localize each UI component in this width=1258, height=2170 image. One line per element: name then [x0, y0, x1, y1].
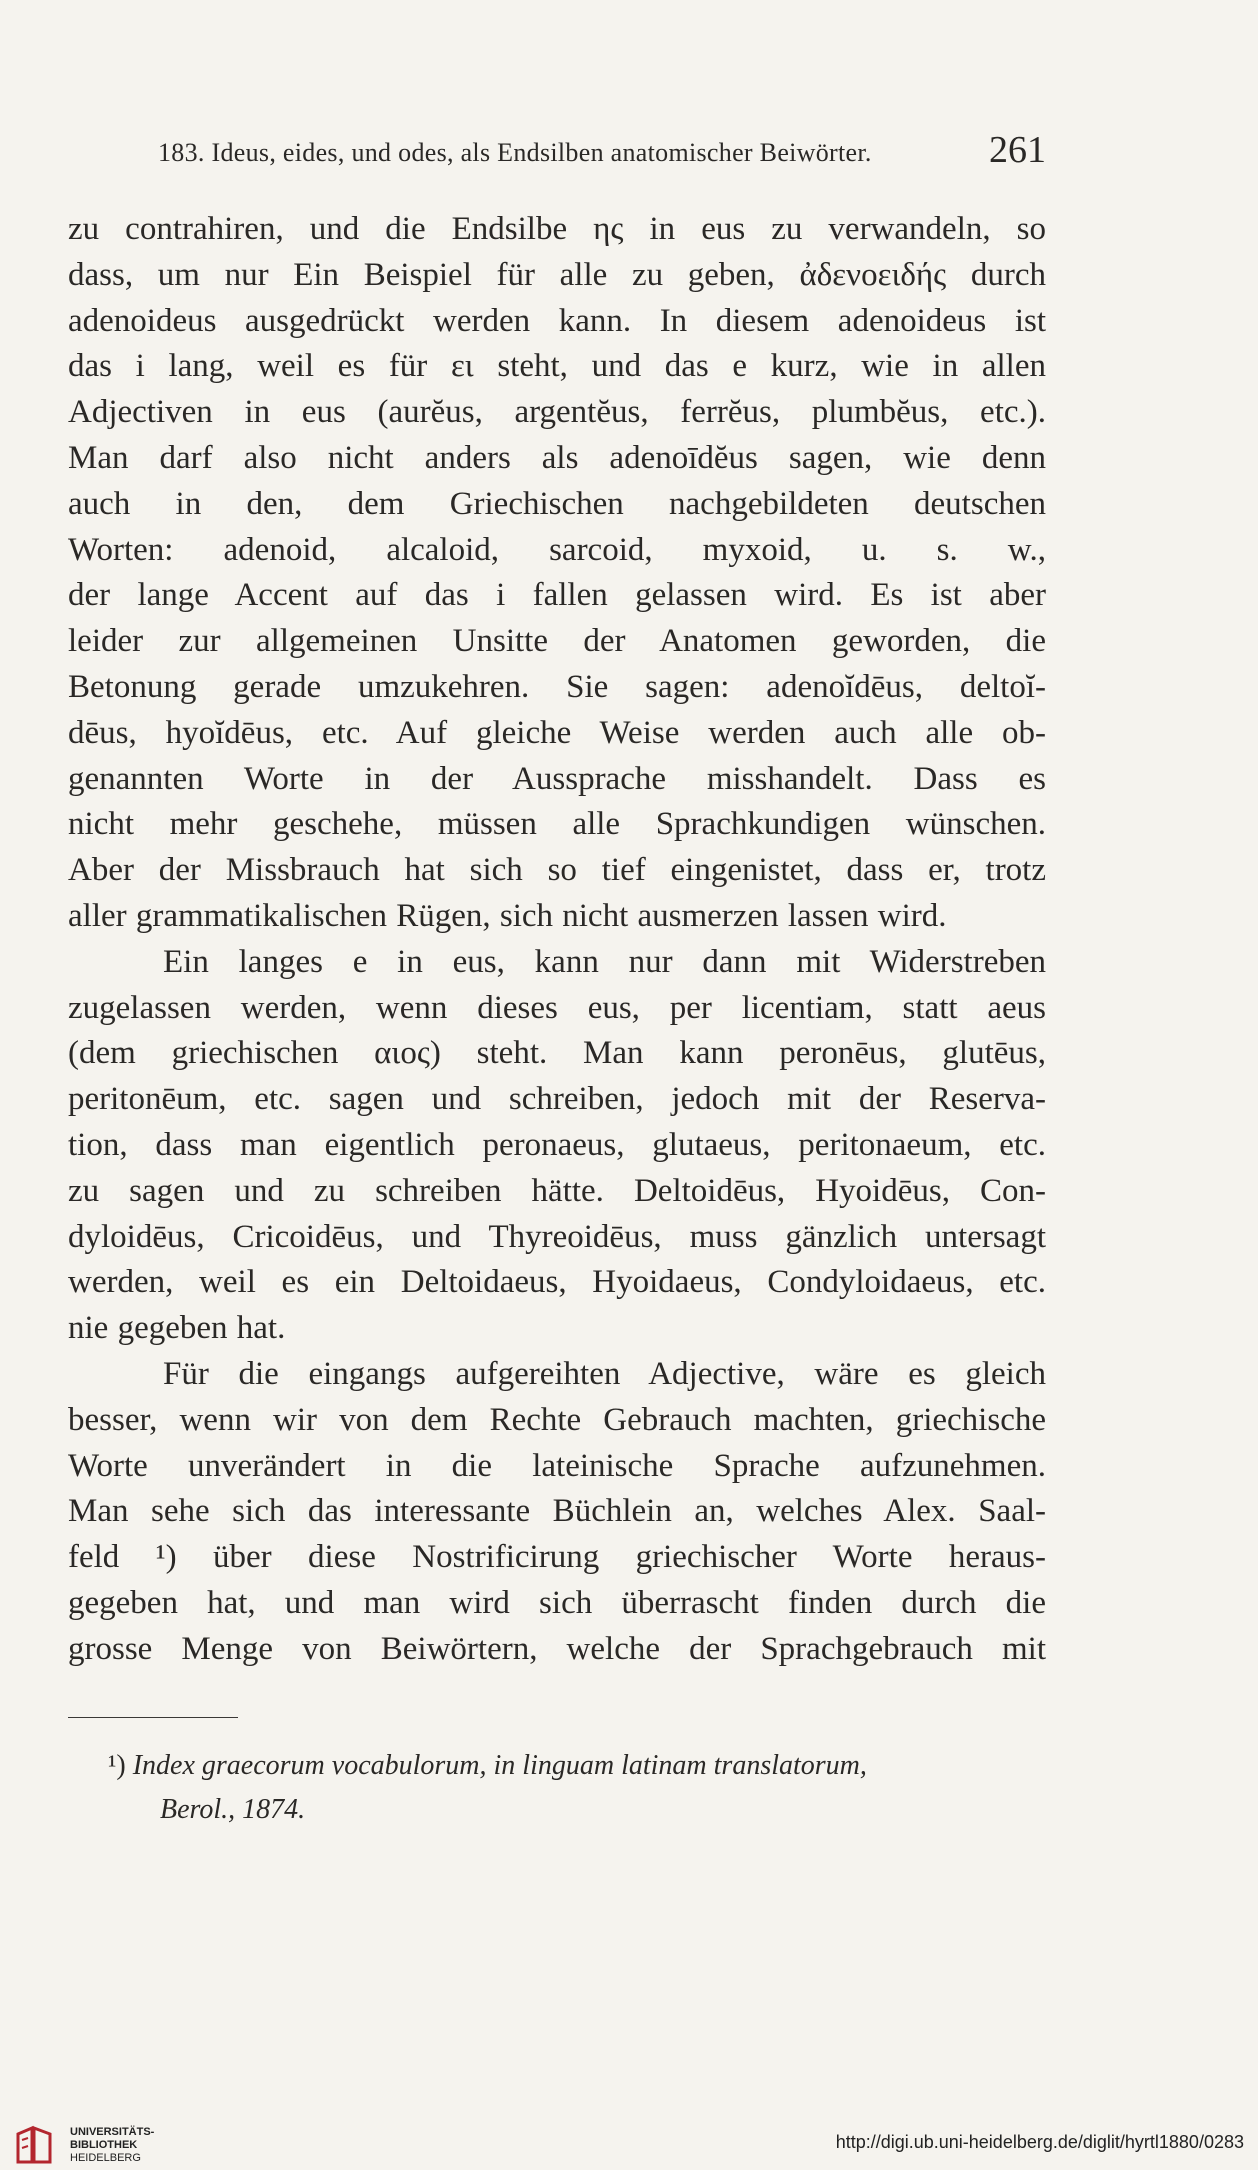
text-line: (dem griechischen αιος) steht. Man kann peronēus, glutēus,: [68, 1035, 1046, 1072]
text-line: Aber der Missbrauch hat sich so tief eingenistet, dass er, trotz: [68, 852, 1046, 889]
library-logo-icon: [12, 2124, 56, 2166]
footnote-separator: [68, 1717, 238, 1718]
library-logo[interactable]: [12, 2124, 212, 2168]
page-number: 261: [989, 129, 1046, 171]
library-name-line-2: BIBLIOTHEK: [70, 2139, 138, 2151]
text-line: Man sehe sich das interessante Büchlein an, welches Alex. Saal-: [68, 1493, 1046, 1530]
text-line: dass, um nur Ein Beispiel für alle zu geben, ἀδενοειδής durch: [68, 256, 1046, 293]
footnote-marker: ¹): [108, 1750, 126, 1781]
text-line: dēus, hyoĭdēus, etc. Auf gleiche Weise werden auch alle ob-: [68, 714, 1046, 751]
text-line: feld ¹) über diese Nostrificirung griechischer Worte heraus-: [68, 1539, 1046, 1576]
library-name-line-3: HEIDELBERG: [70, 2152, 141, 2164]
text-line: das i lang, weil es für ει steht, und das e kurz, wie in allen: [68, 348, 1046, 385]
text-line: Adjectiven in eus (aurĕus, argentĕus, ferrĕus, plumbĕus, etc.).: [68, 394, 1046, 431]
text-line: gegeben hat, und man wird sich überrascht finden durch die: [68, 1584, 1046, 1621]
running-title: 183. Ideus, eides, und odes, als Endsilben anatomischer Beiwörter.: [158, 138, 872, 167]
footnote-line-2: Berol., 1874.: [160, 1794, 306, 1825]
text-line: werden, weil es ein Deltoidaeus, Hyoidaeus, Condyloidaeus, etc.: [68, 1264, 1046, 1301]
text-line: peritonēum, etc. sagen und schreiben, jedoch mit der Reserva-: [68, 1081, 1046, 1118]
text-line: zugelassen werden, wenn dieses eus, per licentiam, statt aeus: [68, 989, 1046, 1026]
text-line: zu sagen und zu schreiben hätte. Deltoidēus, Hyoidēus, Con-: [68, 1172, 1046, 1209]
footnote-line-1: [108, 1744, 1046, 1788]
text-line: nicht mehr geschehe, müssen alle Sprachkundigen wünschen.: [68, 806, 1046, 843]
body-text: [68, 207, 1046, 1673]
footnote-text-1: Index graecorum vocabulorum, in linguam latinam translatorum,: [132, 1750, 867, 1781]
text-line: Worten: adenoid, alcaloid, sarcoid, myxoid, u. s. w.,: [68, 531, 1046, 568]
running-header: [158, 128, 1046, 178]
text-line: auch in den, dem Griechischen nachgebildeten deutschen: [68, 485, 1046, 522]
text-line: adenoideus ausgedrückt werden kann. In diesem adenoideus ist: [68, 302, 1046, 339]
text-line: grosse Menge von Beiwörtern, welche der Sprachgebrauch mit: [68, 1630, 1046, 1667]
text-line: Betonung gerade umzukehren. Sie sagen: adenoĭdēus, deltoĭ-: [68, 668, 1046, 705]
text-line: zu contrahiren, und die Endsilbe ης in eus zu verwandeln, so: [68, 211, 1046, 247]
text-line: dyloidēus, Cricoidēus, und Thyreoidēus, muss gänzlich untersagt: [68, 1218, 1046, 1255]
source-url[interactable]: http://digi.ub.uni-heidelberg.de/diglit/hyrtl1880/0283: [835, 2132, 1244, 2152]
text-line: tion, dass man eigentlich peronaeus, glutaeus, peritonaeum, etc.: [68, 1126, 1046, 1163]
text-line: Für die eingangs aufgereihten Adjective, wäre es gleich: [163, 1355, 1046, 1392]
text-line: leider zur allgemeinen Unsitte der Anatomen geworden, die: [68, 623, 1046, 660]
footnote: [108, 1744, 1046, 1832]
text-line: genannten Worte in der Aussprache misshandelt. Dass es: [68, 760, 1046, 797]
library-name-line-1: UNIVERSITÄTS-: [70, 2126, 155, 2138]
text-line: der lange Accent auf das i fallen gelassen wird. Es ist aber: [68, 577, 1046, 614]
text-line: Ein langes e in eus, kann nur dann mit Widerstreben: [163, 943, 1046, 980]
text-line: Worte unverändert in die lateinische Sprache aufzunehmen.: [68, 1447, 1046, 1484]
text-line: Man darf also nicht anders als adenoīdĕus sagen, wie denn: [68, 439, 1046, 476]
text-line: nie gegeben hat.: [68, 1310, 286, 1347]
text-line: aller grammatikalischen Rügen, sich nicht ausmerzen lassen wird.: [68, 897, 947, 934]
library-name: [70, 2126, 154, 2165]
text-line: besser, wenn wir von dem Rechte Gebrauch machten, griechische: [68, 1401, 1046, 1438]
